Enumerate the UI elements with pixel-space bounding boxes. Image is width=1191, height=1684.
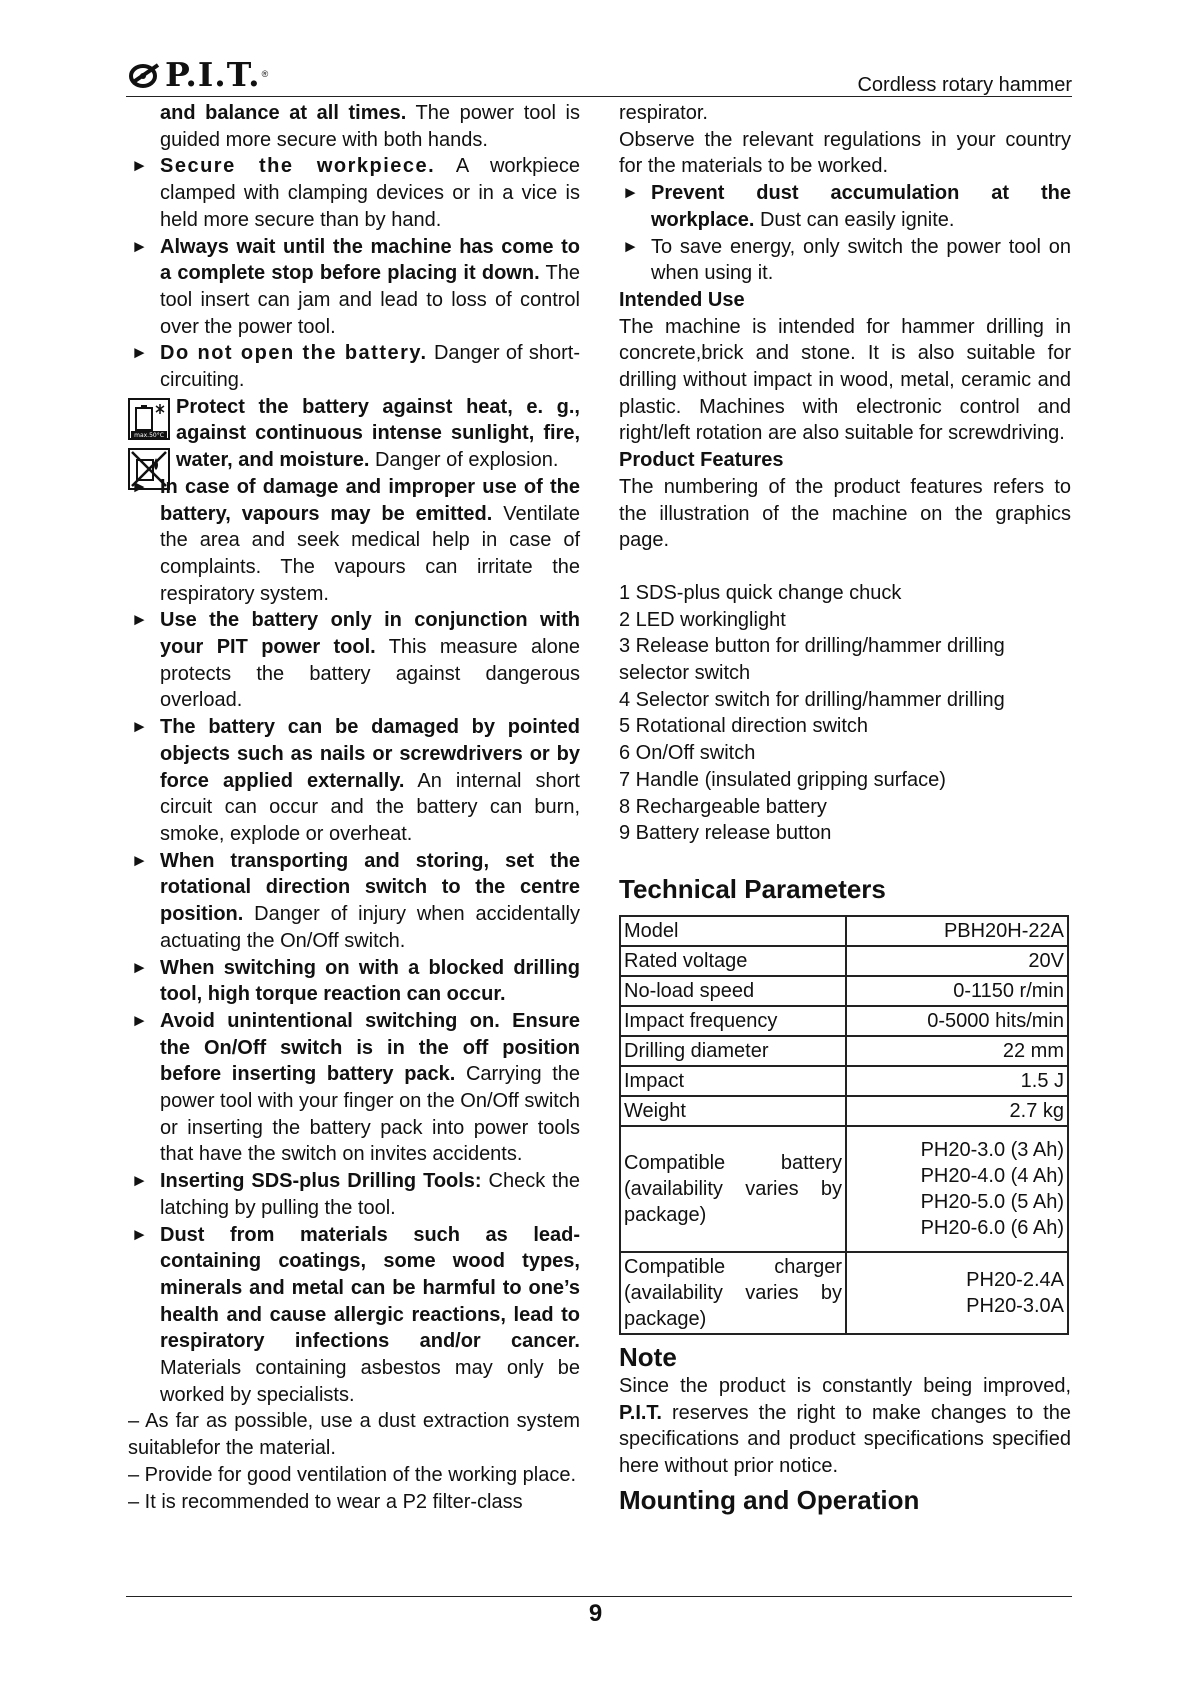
- bullet-transport-storage: ► When transporting and storing, set the rotational direction switch to the centre position. Danger of injury when accidentally actuating the On/Off switch.: [131, 849, 580, 952]
- param-value: 0-1150 r/min: [846, 976, 1068, 1006]
- bullet-arrow-icon: ►: [131, 343, 148, 363]
- battery-option: PH20-5.0 (5 Ah): [920, 1190, 1064, 1213]
- param-key: Weight: [620, 1096, 846, 1126]
- param-value: 1.5 J: [846, 1066, 1068, 1096]
- bullet-arrow-icon: ►: [131, 1010, 148, 1030]
- param-value: [846, 1252, 1068, 1334]
- note-text: Since the product is constantly being improved, P.I.T. reserves the right to make changes to the specifications and product specifications specified here without prior notice.: [619, 1374, 1071, 1478]
- document-title: Cordless rotary hammer: [857, 74, 1072, 96]
- param-value: 20V: [846, 946, 1068, 976]
- intended-use-text: The machine is intended for hammer drilling in concrete,brick and stone. It is also suitable for drilling without impact in wood, metal, ceramic and plastic. Machines with electronic control and right/left rotation are also suitable for screwdriving.: [619, 315, 1071, 445]
- list-item: 5 Rotational direction switch: [619, 715, 869, 738]
- param-key: Rated voltage: [620, 946, 846, 976]
- table-row: [620, 1066, 1068, 1096]
- bullet-arrow-icon: ►: [131, 850, 148, 870]
- bullet-pointed-objects: ► The battery can be damaged by pointed objects such as nails or screwdrivers or by force applied externally. An internal short circuit can occur and the battery can burn, smoke, explode or overheat.: [131, 716, 580, 845]
- charger-option: PH20-2.4A: [966, 1268, 1064, 1291]
- technical-parameters-table: [619, 915, 1069, 1335]
- table-row: [620, 1036, 1068, 1066]
- battery-option: PH20-6.0 (6 Ah): [920, 1216, 1064, 1239]
- param-key: Compatible battery (availability varies by package): [620, 1126, 846, 1252]
- registered-mark: ®: [261, 69, 269, 79]
- bullet-arrow-icon: ►: [622, 236, 639, 256]
- bullet-arrow-icon: ►: [131, 610, 148, 630]
- bullet-use-pit-battery: ► Use the battery only in conjunction with your PIT power tool. This measure alone protects the battery against dangerous overload.: [131, 609, 580, 712]
- charger-option: PH20-3.0A: [966, 1294, 1064, 1317]
- battery-option: PH20-3.0 (3 Ah): [920, 1138, 1064, 1161]
- table-row: [620, 1006, 1068, 1036]
- param-key: Drilling diameter: [620, 1036, 846, 1066]
- bullet-save-energy: ► To save energy, only switch the power tool on when using it.: [622, 235, 1071, 285]
- param-key: No-load speed: [620, 976, 846, 1006]
- bullet-do-not-open-battery: ► Do not open the battery. Danger of short-circuiting.: [131, 342, 580, 392]
- note-brand: P.I.T.: [619, 1401, 662, 1424]
- bullet-arrow-icon: ►: [131, 156, 148, 176]
- table-row: [620, 946, 1068, 976]
- param-key: Impact frequency: [620, 1006, 846, 1036]
- dash-ventilation: – Provide for good ventilation of the working place.: [128, 1463, 577, 1486]
- intended-use-heading: Intended Use: [619, 288, 745, 311]
- battery-option: PH20-4.0 (4 Ah): [920, 1164, 1064, 1187]
- list-item: 6 On/Off switch: [619, 742, 756, 765]
- mounting-operation-heading: Mounting and Operation: [619, 1484, 920, 1515]
- bullet-arrow-icon: ►: [131, 236, 148, 256]
- bullet-arrow-icon: ►: [131, 476, 148, 496]
- spacer: [619, 847, 1071, 873]
- footer-divider: [126, 1596, 1072, 1597]
- list-item: 2 LED workinglight: [619, 608, 786, 631]
- technical-parameters-heading: Technical Parameters: [619, 873, 886, 904]
- param-value: PBH20H-22A: [846, 916, 1068, 946]
- bullet-arrow-icon: ►: [131, 717, 148, 737]
- features-list: [619, 580, 1071, 847]
- heat-icon-label: max.50°C: [134, 431, 164, 439]
- brand-logo-mark-icon: [128, 59, 162, 89]
- bullet-arrow-icon: ►: [131, 1171, 148, 1191]
- bullet-dust-accumulation: ► Prevent dust accumulation at the workplace. Dust can easily ignite.: [622, 182, 1071, 231]
- brand-name: P.I.T.: [165, 54, 261, 94]
- param-key: Compatible charger (availability varies by package): [620, 1252, 846, 1334]
- list-item: 8 Rechargeable battery: [619, 795, 827, 818]
- bullet-arrow-icon: ►: [622, 183, 639, 203]
- table-row: [620, 1096, 1068, 1126]
- param-value: 2.7 kg: [846, 1096, 1068, 1126]
- paragraph-respirator: respirator.: [619, 102, 708, 124]
- list-item: 1 SDS-plus quick change chuck: [619, 581, 902, 604]
- battery-heat-warning-icon: [128, 398, 170, 440]
- left-column: [128, 100, 580, 1515]
- param-value: 0-5000 hits/min: [846, 1006, 1068, 1036]
- bullet-arrow-icon: ►: [131, 1224, 148, 1244]
- product-features-text: The numbering of the product features refers to the illustration of the machine on the graphics page.: [619, 475, 1071, 552]
- bullet-sds-plus: ► Inserting SDS-plus Drilling Tools: Check the latching by pulling the tool.: [131, 1170, 580, 1219]
- list-item: 4 Selector switch for drilling/hammer drilling: [619, 688, 1005, 711]
- table-row: [620, 1252, 1068, 1334]
- list-item: 9 Battery release button: [619, 822, 832, 845]
- table-row: [620, 916, 1068, 946]
- table-row: [620, 976, 1068, 1006]
- list-item: 3 Release button for drilling/hammer drilling selector switch: [619, 635, 1005, 685]
- param-value: 22 mm: [846, 1036, 1068, 1066]
- bullet-vapours: ► In case of damage and improper use of the battery, vapours may be emitted. Ventilate the area and seek medical help in case of complaints. The vapours can irritate the respiratory system.: [131, 475, 580, 605]
- param-key: Model: [620, 916, 846, 946]
- dash-respirator: – It is recommended to wear a P2 filter-class: [128, 1490, 523, 1513]
- bullet-wait-stop: ► Always wait until the machine has come to a complete stop before placing it down. The tool insert can jam and lead to loss of control over the power tool.: [131, 235, 580, 338]
- spacer: [619, 554, 1071, 580]
- list-item: 7 Handle (insulated gripping surface): [619, 768, 946, 791]
- paragraph-balance: and balance at all times. The power tool is guided more secure with both hands.: [160, 102, 580, 151]
- dash-dust-extraction: – As far as possible, use a dust extraction system suitablefor the material.: [128, 1410, 580, 1460]
- paragraph-regulations: Observe the relevant regulations in your country for the materials to be worked.: [619, 128, 1071, 178]
- bullet-dust-hazard: ► Dust from materials such as lead-containing coatings, some wood types, minerals and metal can be harmful to one’s health and cause allergic reactions, lead to respiratory infections and/or cancer. Materials containing asbestos may only be worked by specialists.: [131, 1223, 580, 1406]
- bullet-arrow-icon: ►: [131, 957, 148, 977]
- table-row: [620, 1126, 1068, 1252]
- right-column: [619, 100, 1071, 1516]
- bullet-unintentional-switching: ► Avoid unintentional switching on. Ensure the On/Off switch is in the off position before inserting battery pack. Carrying the power tool with your finger on the On/Off switch or inserting the battery pack into power tools that have the switch on invites accidents.: [131, 1009, 581, 1166]
- param-key: Impact: [620, 1066, 846, 1096]
- bullet-blocked-tool: ► When switching on with a blocked drilling tool, high torque reaction can occur.: [131, 956, 580, 1006]
- param-value: [846, 1126, 1068, 1252]
- paragraph-protect-battery: max.50°C Protect the battery against heat, e. g., against continuous intense sunlight, fire, water, and moisture. Danger of explosion.: [128, 394, 580, 474]
- page-number: 9: [588, 1600, 603, 1627]
- bullet-secure-workpiece: ► Secure the workpiece. A workpiece clamped with clamping devices or in a vice is held more secure than by hand.: [131, 155, 580, 231]
- product-features-heading: Product Features: [619, 449, 784, 472]
- note-heading: Note: [619, 1341, 677, 1372]
- brand-logo: [128, 54, 268, 94]
- header-divider: [126, 96, 1072, 97]
